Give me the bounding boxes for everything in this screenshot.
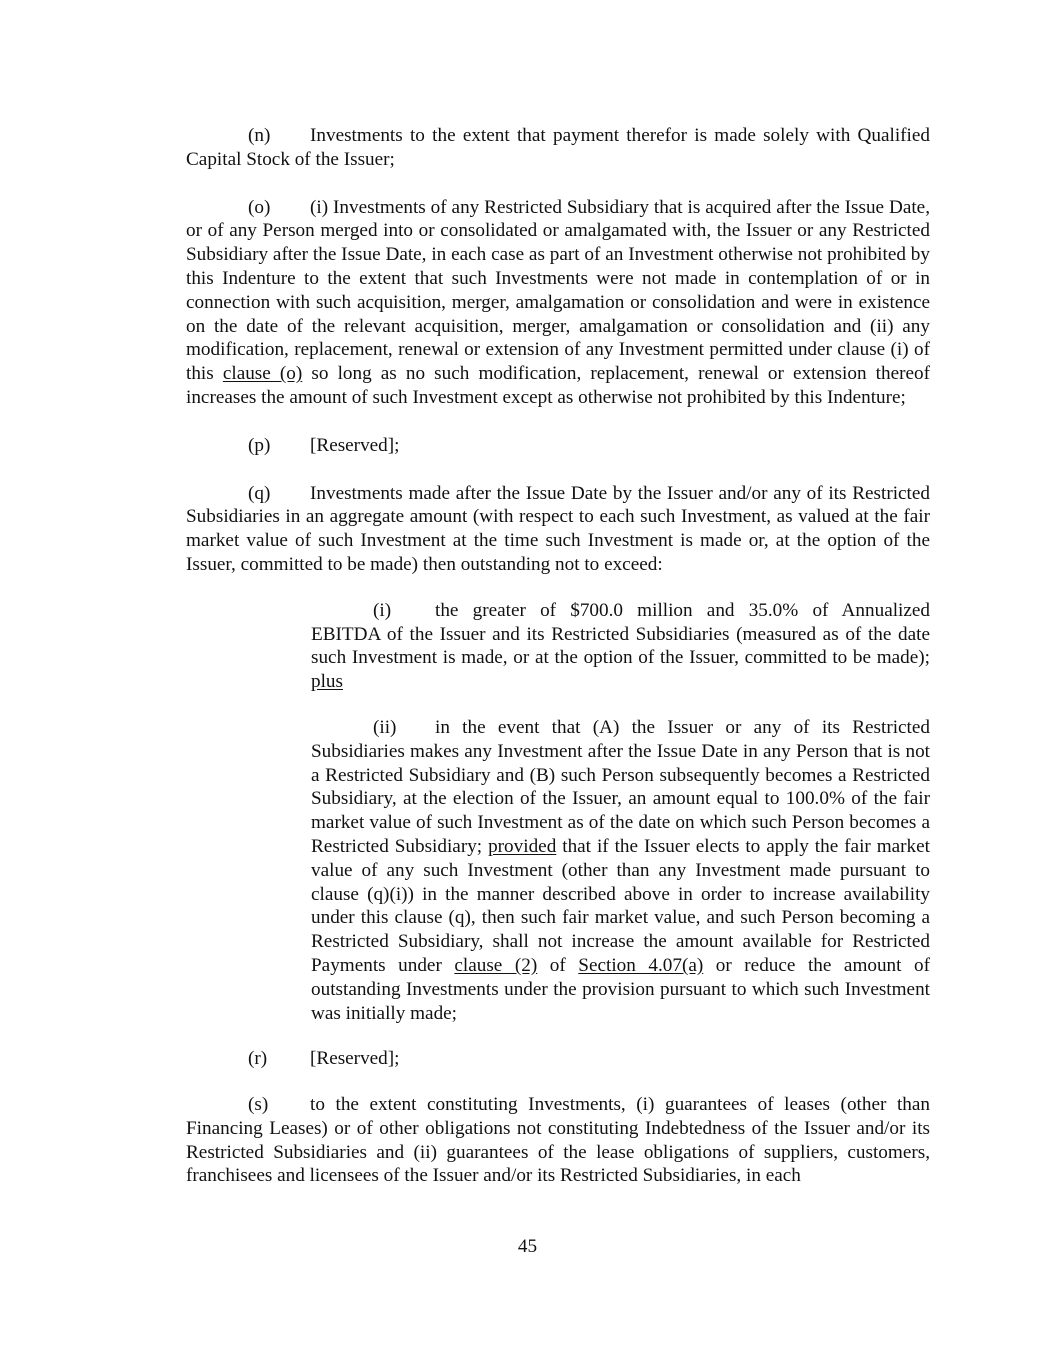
clause-q-ii-label: (ii): [373, 716, 397, 738]
clause-o-reference: clause (o): [222, 363, 303, 385]
clause-o-text-1: (i) Investments of any Restricted Subsidiary that is acquired after the Issue Date, or of any Person merged into or consolidated or amalgamated with, the Issuer or any Restricted Subsidiary after the Issue Date, in each case as part of an Investment otherwise not prohibited by this Indenture to the extent that such Investments were not made in contemplation of or in connection with such acquisition, merger, amalgamation or consolidation and were in existence on the date of the relevant acquisition, merger, amalgamation or consolidation and (ii) any modification, replacement, renewal or extension of any Investment permitted under clause (i) of this: [186, 196, 930, 385]
clause-q-ii-clause-2-reference: clause (2): [454, 954, 538, 976]
clause-q-ii-text-3: of: [537, 954, 579, 976]
clause-q: [186, 482, 930, 577]
clause-s: [186, 1093, 930, 1188]
clause-q-i-plus: plus: [311, 671, 343, 693]
clause-q-ii: [311, 716, 930, 1025]
clause-q-text: Investments made after the Issue Date by the Issuer and/or any of its Restricted Subsidiaries in an aggregate amount (with respect to each such Investment, as valued at the fair market value of such Investment at the time such Investment is made or, at the option of the Issuer, committed to be made) then outstanding not to exceed:: [186, 482, 930, 575]
clause-q-ii-section-reference: Section 4.07(a): [578, 954, 704, 976]
clause-p-text: [Reserved];: [310, 434, 400, 456]
clause-o: [186, 196, 930, 410]
clause-p: [186, 434, 930, 458]
clause-p-label: (p): [248, 434, 271, 456]
clause-n-text: Investments to the extent that payment therefor is made solely with Qualified Capital Stock of the Issuer;: [186, 125, 930, 170]
clause-o-text-2: so long as no such modification, replacement, renewal or extension thereof increases the amount of such Investment except as otherwise not prohibited by this Indenture;: [186, 363, 930, 408]
clause-q-ii-text-1: in the event that (A) the Issuer or any of its Restricted Subsidiaries makes any Investment after the Issue Date in any Person that is not a Restricted Subsidiary and (B) such Person subsequently becomes a Restricted Subsidiary, at the election of the Issuer, an amount equal to 100.0% of the fair market value of such Investment as of the date on which such Person becomes a Restricted Subsidiary;: [311, 716, 930, 857]
clause-q-i-label: (i): [373, 599, 392, 621]
clause-q-label: (q): [248, 482, 271, 504]
clause-s-label: (s): [248, 1094, 269, 1116]
clause-q-ii-provided: provided: [488, 835, 557, 857]
document-page: [186, 124, 930, 1188]
clause-s-text: to the extent constituting Investments, (i) guarantees of leases (other than Financing Leases) or of other obligations not constituting Indebtedness of the Issuer and/or its Restricted Subsidiaries and (ii) guarantees of the lease obligations of suppliers, customers, franchisees and licensees of the Issuer and/or its Restricted Subsidiaries, in each: [186, 1094, 930, 1187]
clause-q-ii-text-2: that if the Issuer elects to apply the fair market value of any such Investment (other than any Investment made pursuant to clause (q)(i)) in the manner described above in order to increase availability under this clause (q), then such fair market value, and such Person becoming a Restricted Subsidiary, shall not increase the amount available for Restricted Payments under: [311, 835, 930, 976]
clause-r-text: [Reserved];: [310, 1048, 400, 1070]
page-number: 45: [517, 1236, 538, 1257]
clause-q-i: [311, 599, 930, 694]
clause-r-label: (r): [248, 1048, 268, 1070]
clause-q-ii-text-4: or reduce the amount of outstanding Investments under the provision pursuant to which such Investment was initially made;: [311, 954, 930, 1024]
clause-o-label: (o): [248, 196, 271, 218]
clause-n-label: (n): [248, 125, 271, 146]
clause-r: [186, 1047, 930, 1071]
clause-q-i-text: the greater of $700.0 million and 35.0% of Annualized EBITDA of the Issuer and its Restricted Subsidiaries (measured as of the date such Investment is made, or at the option of the Issuer, committed to be made);: [311, 599, 930, 669]
clause-n: [186, 124, 930, 172]
